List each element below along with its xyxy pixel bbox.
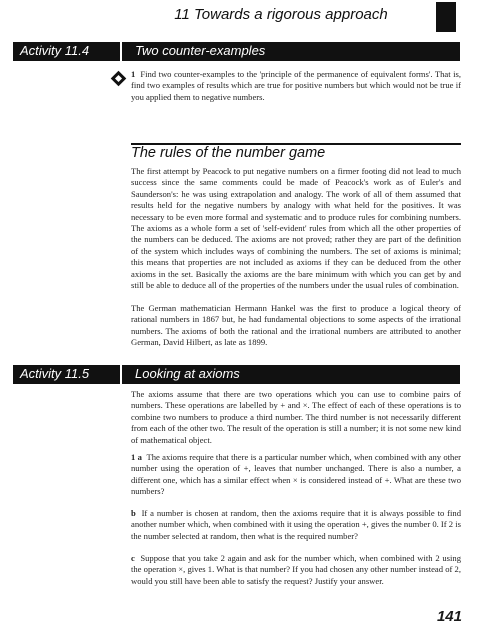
activity-11-5-question-1c xyxy=(131,553,461,587)
section-paragraph-1: The first attempt by Peacock to put negative numbers on a firmer footing did not lead to much success since the same comments could be made of Peacock's work as of Euler's and Saunderson's: he was using extrapolation and analogy. The work of all of them assumed that results held for the negative numbers by analogy with what held for the positives. It was necessary to be even more formal and systematic and to produce rules for combining numbers. The axioms as a whole form a set of 'self-evident' rules from which all the other properties of the numbers can be deduced. The axioms are not proved; rather they are part of the definition of the system which includes ways of combining the numbers. The set of axioms is minimal; this means that properties are not included as axioms if they can be deduced from the other axioms in the set. Basically the axioms are the bare minimum with which you can get by and still be able to deduce all of the properties of the numbers under the usual rules of combination. xyxy=(131,166,461,291)
question-text: Find two counter-examples to the 'principle of the permanence of equivalent forms'. That is, find two examples of results which are true for positive numbers but which would not be true if you applied them to negative numbers. xyxy=(131,69,462,102)
question-text: Suppose that you take 2 again and ask for the number which, when combined with 2 using the operation ×, gives 1. What is that number? If you had chosen any other number instead of 2, would you still have been able to satisfy the request? Justify your answer. xyxy=(131,553,462,586)
page-number: 141 xyxy=(436,608,462,625)
header-divider xyxy=(120,365,122,384)
section-title: The rules of the number game xyxy=(131,145,326,161)
activity-11-5-question-1a xyxy=(131,452,461,498)
question-number: b xyxy=(131,508,136,518)
chapter-tab xyxy=(436,2,456,32)
diamond-marker-icon xyxy=(111,71,127,87)
activity-11-4-question-1 xyxy=(131,69,461,103)
question-text: If a number is chosen at random, then the axioms require that it is always possible to find another number which, when combined with it using the operation +, gives the number 0. If 2 is the number selected at random, then what is the required number? xyxy=(131,508,462,541)
header-divider xyxy=(120,42,122,61)
section-paragraph-2: The German mathematician Hermann Hankel was the first to produce a logical theory of rational numbers in 1867 but, he had fundamental objections to some aspects of the irrational numbers. The axioms of both the rational and the irrational numbers are attributed to another German, David Hilbert, as late as 1899. xyxy=(131,303,461,348)
activity-title: Looking at axioms xyxy=(135,366,240,381)
activity-title: Two counter-examples xyxy=(135,43,266,58)
question-number: 1 a xyxy=(131,452,142,462)
question-number: 1 xyxy=(131,69,136,79)
question-number: c xyxy=(131,553,135,563)
activity-11-5-intro: The axioms assume that there are two operations which you can use to combine pairs of numbers. These operations are labelled by + and ×. The effect of each of these operations is to combine two numbers to produce a third number. The third number is not necessarily different from each of the other two. The result of the operation is still a number; it is not some new kind of mathematical object. xyxy=(131,389,461,445)
activity-11-5-question-1b xyxy=(131,508,461,542)
running-head: 11 Towards a rigorous approach xyxy=(174,6,388,23)
activity-label: Activity 11.5 xyxy=(20,366,90,381)
activity-11-4-header xyxy=(13,42,460,61)
activity-11-5-header xyxy=(13,365,460,384)
activity-label: Activity 11.4 xyxy=(20,43,90,58)
question-text: The axioms require that there is a particular number which, when combined with any other number using the operation of +, leaves that number unchanged. There is also a number, a different one, which has a similar effect when × is considered instead of +. What are these two numbers? xyxy=(131,452,462,497)
